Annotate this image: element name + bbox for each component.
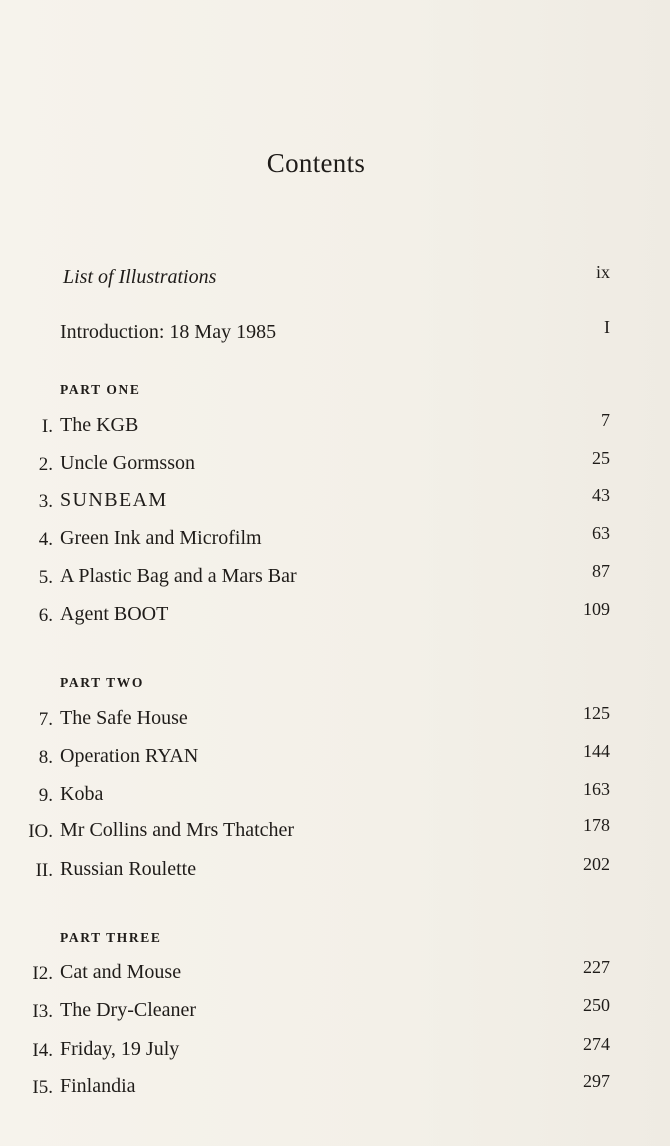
toc-chapter-row <box>0 995 670 1029</box>
chapter-page: 109 <box>583 599 610 619</box>
chapter-page: 7 <box>601 410 610 430</box>
chapter-title: The KGB <box>60 414 139 436</box>
chapter-number: 8. <box>38 747 53 768</box>
chapter-title: Mr Collins and Mrs Thatcher <box>60 819 295 841</box>
chapter-title: Cat and Mouse <box>60 961 182 983</box>
toc-chapter-row <box>0 448 670 482</box>
chapter-number: I5. <box>32 1077 53 1098</box>
chapter-page: 202 <box>583 854 610 874</box>
toc-chapter-row <box>0 485 670 519</box>
chapter-page: 43 <box>592 485 610 505</box>
chapter-number: I2. <box>32 963 53 984</box>
chapter-page: 125 <box>583 703 610 723</box>
toc-chapter-row <box>0 599 670 633</box>
toc-entry-illustrations <box>0 262 670 296</box>
chapter-title: The Dry-Cleaner <box>60 999 197 1021</box>
chapter-number: 7. <box>38 709 53 730</box>
chapter-title: The Safe House <box>60 707 188 729</box>
part-heading: PART ONE <box>60 382 141 397</box>
part-heading: PART TWO <box>60 675 144 690</box>
chapter-number: 9. <box>38 785 53 806</box>
toc-chapter-row <box>0 410 670 444</box>
toc-chapter-row <box>0 703 670 737</box>
chapter-title: Finlandia <box>60 1075 136 1097</box>
toc-chapter-row <box>0 523 670 557</box>
toc-chapter-row <box>0 741 670 775</box>
toc-chapter-row <box>0 957 670 991</box>
chapter-number: II. <box>35 860 53 881</box>
chapter-title: Russian Roulette <box>60 858 197 880</box>
chapter-number: IO. <box>28 821 53 842</box>
chapter-title: Friday, 19 July <box>60 1038 180 1060</box>
toc-chapter-row <box>0 779 670 813</box>
chapter-title: A Plastic Bag and a Mars Bar <box>60 565 297 587</box>
chapter-number: I3. <box>32 1001 53 1022</box>
chapter-number: 5. <box>38 567 53 588</box>
toc-chapter-row <box>0 815 670 849</box>
page-title: Contents <box>266 148 366 178</box>
part-heading: PART THREE <box>60 930 162 945</box>
toc-chapter-row <box>0 854 670 888</box>
chapter-page: 178 <box>583 815 610 835</box>
toc-entry-title: Introduction: 18 May 1985 <box>60 321 277 343</box>
chapter-page: 274 <box>583 1034 610 1054</box>
chapter-title: Koba <box>60 783 104 805</box>
chapter-page: 297 <box>583 1071 610 1091</box>
chapter-page: 250 <box>583 995 610 1015</box>
toc-chapter-row <box>0 1034 670 1068</box>
chapter-number: 3. <box>38 491 53 512</box>
chapter-page: 87 <box>592 561 610 581</box>
toc-entry-page: ix <box>595 262 610 282</box>
chapter-page: 163 <box>583 779 610 799</box>
chapter-number: I4. <box>32 1040 53 1061</box>
chapter-page: 25 <box>592 448 610 468</box>
chapter-number: 6. <box>38 605 53 626</box>
chapter-title: Uncle Gormsson <box>60 452 195 474</box>
toc-entry-page: I <box>604 317 610 337</box>
chapter-title: Operation RYAN <box>60 745 199 767</box>
chapter-title: SUNBEAM <box>60 489 168 511</box>
toc-chapter-row <box>0 561 670 595</box>
toc-entry-introduction <box>0 317 670 351</box>
toc-chapter-row <box>0 1071 670 1105</box>
chapter-page: 144 <box>583 741 610 761</box>
chapter-page: 227 <box>583 957 610 977</box>
chapter-number: 4. <box>38 529 53 550</box>
chapter-page: 63 <box>592 523 610 543</box>
toc-entry-title: List of Illustrations <box>63 266 217 288</box>
chapter-number: 2. <box>38 454 53 475</box>
chapter-number: I. <box>41 416 53 437</box>
chapter-title: Agent BOOT <box>60 603 169 625</box>
chapter-title: Green Ink and Microfilm <box>60 527 262 549</box>
